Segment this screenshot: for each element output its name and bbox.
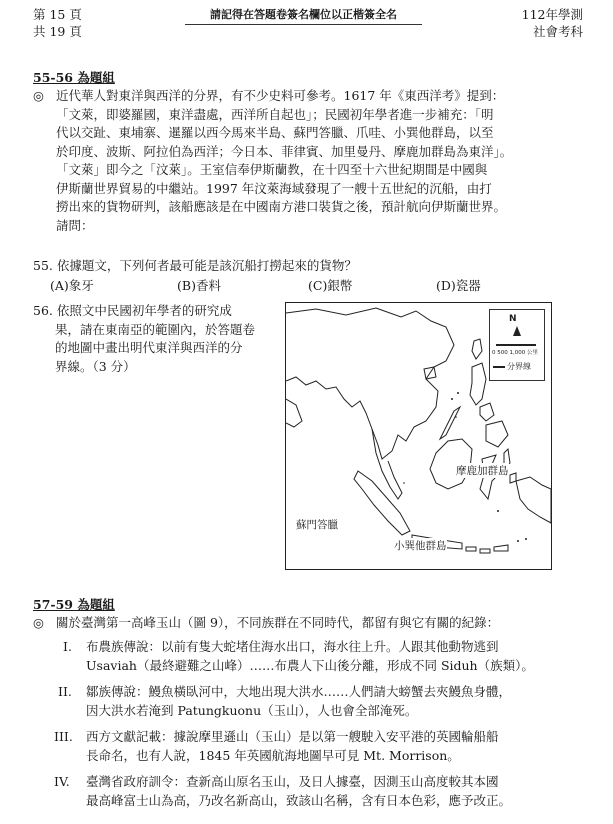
item-line: 長命名，也有人說，1845 年英國航海地圖早可見 Mt. Morrison。 — [86, 747, 460, 763]
item-4-text — [86, 773, 511, 810]
north-arrow-icon — [513, 326, 521, 336]
item-1-text — [86, 638, 534, 675]
group2-intro: 關於臺灣第一高峰玉山（圖 9），不同族群在不同時代，都留有與它有關的紀錄： — [56, 615, 500, 630]
malay-peninsula — [372, 429, 402, 499]
boundary-line-sample — [493, 366, 505, 368]
item-line: 布農族傳說：以前有隻大蛇堵住海水出口，海水往上升。人跟其他動物逃到 — [86, 639, 499, 654]
islet — [451, 398, 453, 400]
page-number-header — [33, 6, 82, 40]
group-title-55-56: 55-56 為題組 — [33, 70, 115, 85]
islet — [455, 416, 457, 418]
question-56-stem — [33, 302, 255, 376]
item-3-num: III. — [54, 729, 73, 744]
passage-line: 代以交趾、東埔寨、暹羅以西今馬來半島、蘇門答臘、爪哇、小巽他群島，以至 — [56, 125, 494, 140]
option-d: (D)瓷器 — [436, 278, 481, 293]
total-pages-label: 共 19 頁 — [33, 24, 82, 39]
sumatra-label: 蘇門答臘 — [296, 519, 338, 531]
sumatra — [354, 471, 410, 535]
new-guinea — [516, 477, 551, 523]
page-label: 第 15 頁 — [33, 7, 82, 22]
islet — [525, 538, 527, 540]
item-4-num: IV. — [54, 774, 70, 789]
question-55-stem: 55. 依據題文，下列何者最可能是該沉船打撈起來的貨物？ — [33, 258, 357, 273]
palawan — [440, 407, 460, 439]
lesser-sunda-2 — [480, 549, 490, 553]
map-legend — [489, 309, 545, 381]
islet — [457, 392, 459, 394]
item-line: Usaviah（最終避難之山峰）……布農人下山後分離，形成不同 Siduh（族類）。 — [86, 657, 534, 673]
passage-line: 「文萊，即婆羅國，東洋盡處，西洋所自起也」；民國初年學者進一步補充：「明 — [56, 106, 494, 122]
lesser-sunda-1 — [466, 547, 476, 551]
mindanao — [486, 421, 508, 447]
luzon — [470, 363, 486, 405]
item-2-num: II. — [58, 684, 72, 699]
item-1-num: I. — [63, 639, 72, 654]
moluccas-label: 摩鹿加群島 — [456, 465, 509, 477]
visayas — [480, 403, 494, 421]
islet — [517, 540, 519, 542]
scale-bar — [496, 344, 536, 346]
option-b: (B)香料 — [177, 278, 221, 293]
q56-line: 界線。（3 分） — [55, 358, 136, 374]
passage-line: 近代華人對東洋與西洋的分界，有不少史料可參考。1617 年《東西洋考》提到： — [56, 88, 505, 103]
islet — [403, 482, 405, 484]
q56-line: 果，請在東南亞的範圍內，於答題卷 — [55, 321, 256, 337]
exam-info-header — [522, 6, 583, 40]
islet — [497, 510, 499, 512]
item-3-text — [86, 728, 499, 765]
option-a: (A)象牙 — [50, 278, 94, 293]
exam-year: 112年學測 — [521, 7, 583, 22]
subject-label: 社會考科 — [532, 24, 583, 39]
group-title-57-59: 57-59 為題組 — [33, 597, 115, 612]
item-line: 鄒族傳說：鰻魚橫臥河中，大地出現大洪水……人們請大螃蟹去夾鰻魚身體， — [86, 684, 512, 699]
passage-line: 撈出來的貨物研判，該船應該是在中國南方港口裝貨之後，預計航向伊斯蘭世界。 — [56, 199, 507, 214]
lesser-sunda-3 — [494, 545, 508, 551]
item-line: 臺灣省政府訓令：查新高山原名玉山，及日人據臺，因測玉山高度較其本國 — [86, 774, 499, 789]
lesser-sunda-label: 小巽他群島 — [394, 540, 447, 552]
passage-line: 「文萊」即今之「汶萊」。王室信奉伊斯蘭教，在十四至十六世紀期間是中國與 — [56, 162, 488, 177]
southeast-asia-map — [285, 302, 552, 570]
q56-line: 的地圖中畫出明代東洋與西洋的分 — [55, 340, 243, 355]
passage-line: 伊斯蘭世界貿易的中繼站。1997 年汶萊海域發現了一艘十五世紀的沉船，由打 — [56, 180, 492, 196]
boundary-line-label: 分界線 — [507, 362, 531, 371]
item-line: 西方文獻記載：據說摩里遜山（玉山）是以第一艘駛入安平港的英國輪船船 — [86, 729, 499, 744]
india-coast — [286, 399, 302, 427]
mainland-coast — [286, 308, 454, 459]
item-line: 最高峰富士山為高，乃改名新高山，致該山名稱，含有日本色彩，應予改正。 — [86, 792, 512, 808]
group1-bullet: ◎ — [33, 88, 44, 103]
scale-label: 0 500 1,000 公里 — [492, 350, 538, 356]
group2-bullet: ◎ — [33, 615, 44, 630]
q56-line: 56. 依照文中民國初年學者的研究成 — [33, 303, 232, 318]
passage-line: 請問： — [56, 217, 94, 233]
moluccas-b — [510, 473, 516, 483]
passage-line: 於印度、波斯、阿拉伯為西洋；今日本、菲律賓、加里曼丹、摩鹿加群島為東洋」。 — [56, 143, 513, 159]
north-label: N — [509, 314, 517, 324]
item-2-text — [86, 683, 511, 720]
taiwan — [472, 339, 482, 359]
signature-notice: 請記得在答題卷簽名欄位以正楷簽全名 — [185, 6, 422, 25]
group1-passage — [56, 87, 512, 235]
item-line: 因大洪水若淹到 Patungkuonu（玉山），人也會全部淹死。 — [86, 702, 418, 718]
option-c: (C)銀幣 — [308, 278, 353, 293]
